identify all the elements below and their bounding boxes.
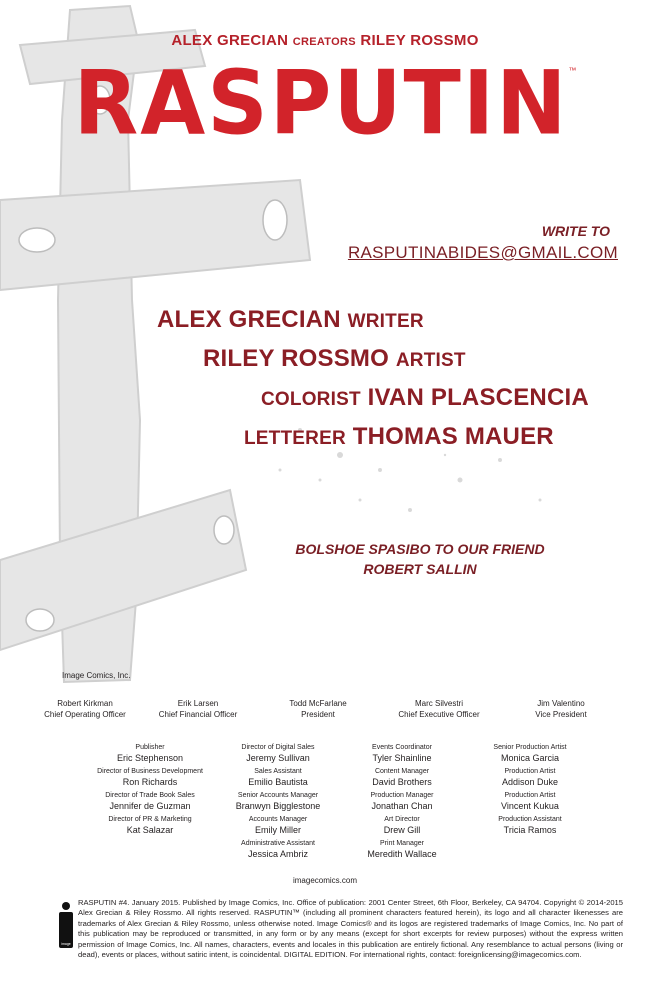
credit-letterer [244, 423, 554, 451]
staff-name: Jessica Ambriz [247, 849, 309, 859]
staff-title: Director of Trade Book Sales [105, 792, 195, 799]
staff-title: Production Manager [370, 792, 434, 799]
thanks-line-2: ROBERT SALLIN [363, 561, 477, 577]
credit-name: IVAN PLASCENCIA [367, 384, 589, 411]
credit-role: COLORIST [261, 389, 361, 410]
write-to-label: WRITE TO [541, 223, 610, 239]
staff-title: Director of PR & Marketing [108, 816, 192, 823]
staff-entry [455, 767, 605, 787]
credit-colorist [261, 384, 589, 412]
staff-title: Administrative Assistant [241, 840, 315, 847]
officer [491, 698, 631, 720]
staff-name: Eric Stephenson [116, 753, 184, 763]
staff-name: Monica Garcia [500, 753, 560, 763]
creators-label: CREATORS [292, 36, 356, 48]
trademark-symbol: ™ [568, 66, 577, 75]
credit-name: ALEX GRECIAN [157, 306, 341, 333]
officer [128, 698, 268, 720]
image-comics-logo [58, 901, 74, 949]
staff-name: Meredith Wallace [367, 849, 437, 859]
officer-title: President [301, 710, 335, 719]
officer-name: Robert Kirkman [57, 699, 113, 708]
staff-title: Events Coordinator [372, 744, 432, 751]
staff-title: Print Manager [380, 840, 424, 847]
staff-name: Ron Richards [122, 777, 178, 787]
credit-writer [157, 306, 424, 334]
credit-artist [203, 345, 466, 373]
officer-title: Chief Operating Officer [44, 710, 126, 719]
officer-name: Marc Silvestri [414, 699, 463, 708]
creators-line [0, 32, 650, 49]
staff-name: Emily Miller [255, 825, 301, 835]
staff-name: Kat Salazar [126, 825, 174, 835]
staff-column-4 [455, 743, 605, 839]
logo-title: RASPUTIN [73, 51, 569, 155]
legal-notice: RASPUTIN #4. January 2015. Published by Image Comics, Inc. Office of publication: 2001 Center Street, 6th Floor, Berkeley, CA 94704. Copyright © 2014-2015 Alex Grecian & Riley Rossmo. All rights reserved. RASPUTIN™ (including all prominent characters featured herein), its logo and all character likenesses are trademarks of Alex Grecian & Riley Rossmo, unless otherwise noted. Image Comics® and its logos are registered trademarks of Image Comics, Inc. No part of this publication may be reproduced or transmitted, in any form or by any means (except for short excerpts for review purposes) without the express written permission of Image Comics, Inc. All names, characters, events and locales in this publication are entirely fictional. Any resemblance to actual persons (living or dead), events or places, without satiric intent, is coincidental. DIGITAL EDITION. For international rights, contact: foreignlicensing@imagecomics.com. [78, 898, 623, 960]
staff-name: Vincent Kukua [501, 801, 559, 811]
staff-title: Director of Digital Sales [241, 744, 315, 751]
image-logo-text: image [61, 942, 71, 946]
credit-role: WRITER [347, 311, 424, 332]
officer-title: Chief Financial Officer [158, 710, 238, 719]
credit-name: RILEY ROSSMO [203, 345, 389, 372]
officer [248, 698, 388, 720]
staff-entry [455, 743, 605, 763]
staff-title: Content Manager [374, 768, 430, 775]
staff-title: Sales Assistant [254, 768, 302, 775]
officer-name: Todd McFarlane [289, 699, 347, 708]
staff-name: David Brothers [372, 777, 432, 787]
staff-name: Tyler Shainline [372, 753, 432, 763]
staff-entry [327, 839, 477, 859]
staff-title: Art Director [384, 816, 420, 823]
staff-name: Addison Duke [501, 777, 559, 787]
staff-name: Branwyn Bigglestone [235, 801, 321, 811]
creator-2: RILEY ROSSMO [360, 32, 479, 49]
staff-title: Production Artist [504, 768, 556, 775]
credit-name: THOMAS MAUER [352, 423, 554, 450]
staff-name: Jonathan Chan [371, 801, 433, 811]
staff-title: Production Artist [504, 792, 556, 799]
credit-role: ARTIST [395, 350, 466, 371]
creator-1: ALEX GRECIAN [171, 32, 289, 49]
staff-title: Senior Production Artist [493, 744, 567, 751]
staff-title: Senior Accounts Manager [237, 792, 319, 799]
staff-name: Emilio Bautista [248, 777, 308, 787]
series-logo [0, 51, 650, 155]
staff-name: Jeremy Sullivan [246, 753, 310, 763]
officer [369, 698, 509, 720]
staff-name: Tricia Ramos [503, 825, 557, 835]
staff-title: Accounts Manager [248, 816, 308, 823]
thanks-line-1: BOLSHOE SPASIBO TO OUR FRIEND [295, 541, 545, 557]
staff-title: Director of Business Development [97, 768, 203, 775]
officer-name: Erik Larsen [177, 699, 219, 708]
officer-title: Chief Executive Officer [398, 710, 480, 719]
credit-role: LETTERER [244, 428, 346, 449]
staff-entry [455, 815, 605, 835]
email-link[interactable]: RASPUTINABIDES@GMAIL.COM [347, 243, 618, 262]
company-name: Image Comics, Inc. [62, 671, 131, 680]
staff-title: Production Assistant [498, 816, 562, 823]
staff-entry [455, 791, 605, 811]
officer-title: Vice President [535, 710, 587, 719]
staff-name: Jennifer de Guzman [109, 801, 191, 811]
website-link[interactable]: imagecomics.com [292, 876, 357, 885]
staff-title: Publisher [135, 744, 165, 751]
staff-name: Drew Gill [383, 825, 421, 835]
officer-name: Jim Valentino [537, 699, 585, 708]
